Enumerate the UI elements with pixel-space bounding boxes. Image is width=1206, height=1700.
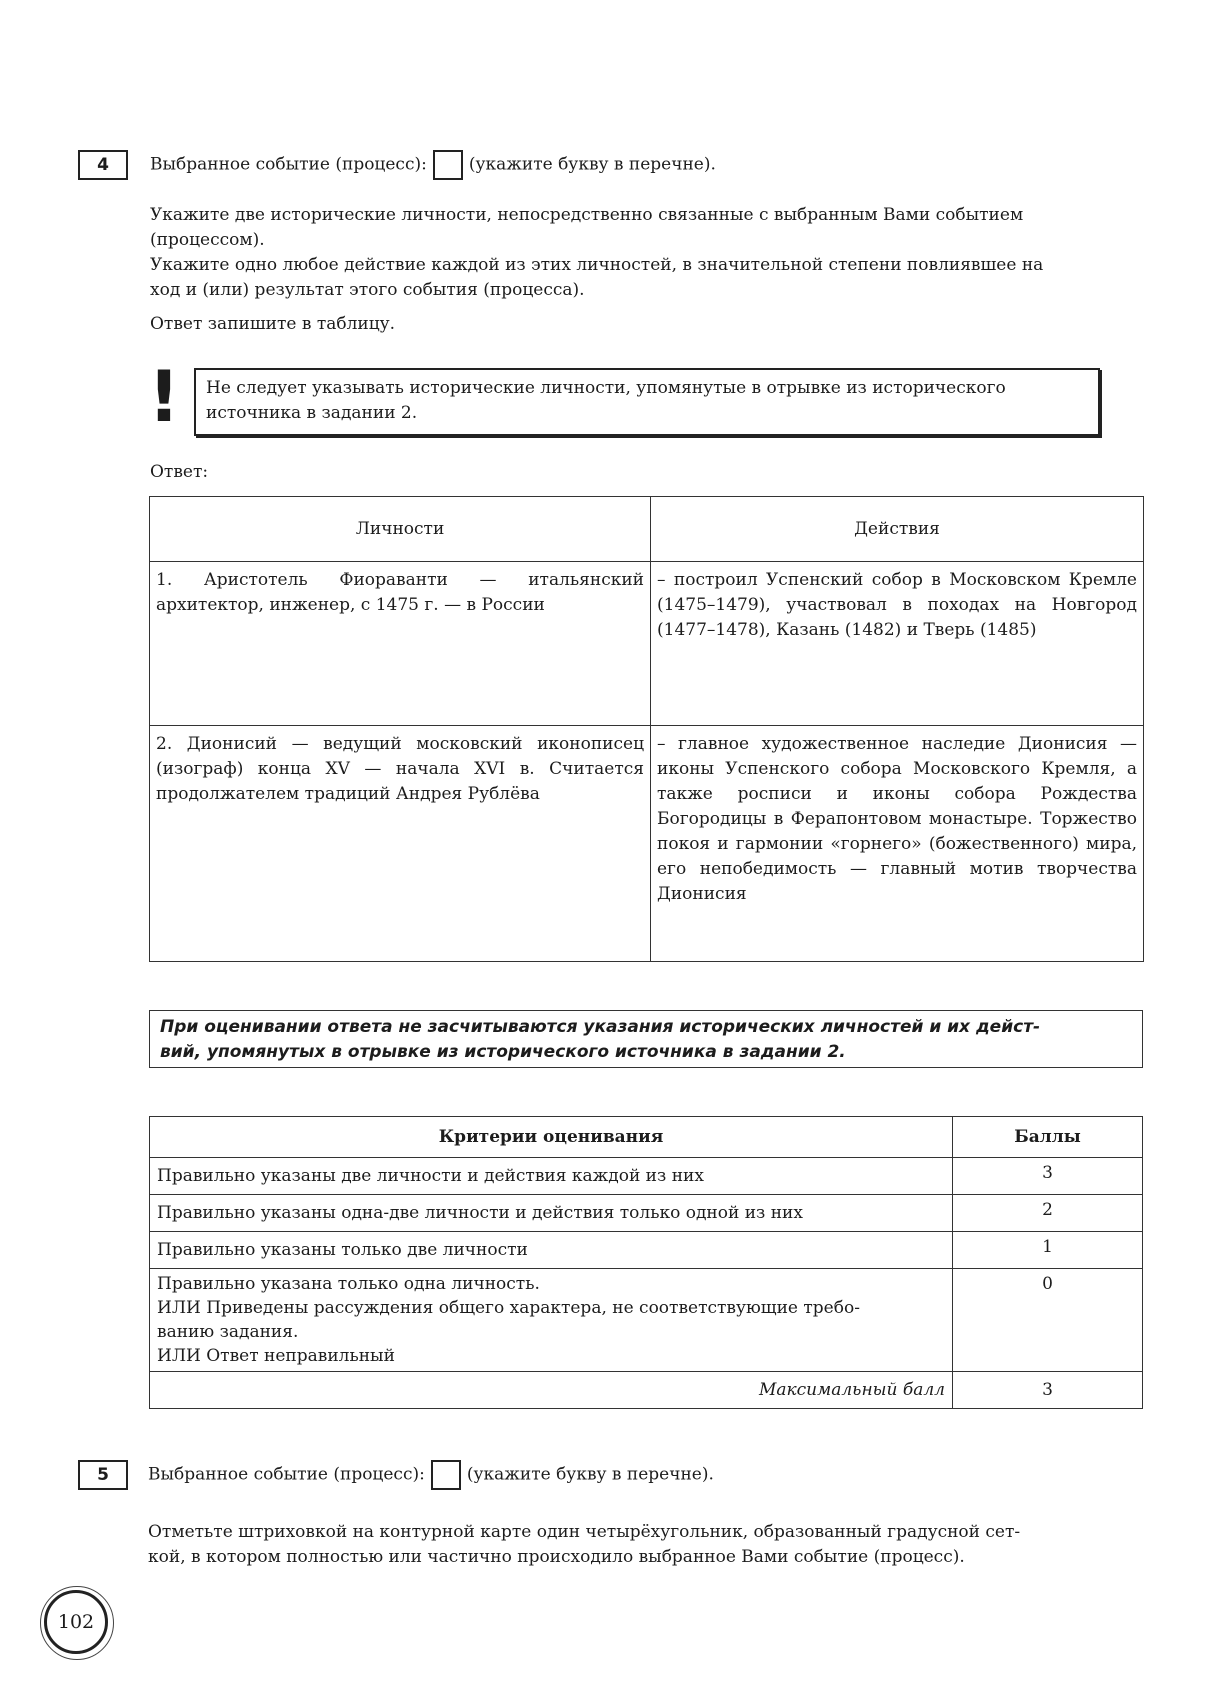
grading-warning (149, 1010, 1143, 1068)
criteria-points: 2 (953, 1195, 1143, 1232)
task4-selected-hint: (укажите букву в перечне). (468, 154, 716, 175)
criteria-row (150, 1269, 1143, 1372)
task-number-5: 5 (78, 1460, 128, 1490)
instruction-line: (процессом). (150, 230, 265, 250)
max-score-label: Максимальный балл (150, 1372, 953, 1409)
criteria-points: 3 (953, 1158, 1143, 1195)
criteria-row (150, 1195, 1143, 1232)
task5-selected-event (148, 1460, 714, 1490)
task4-selected-event (150, 150, 716, 180)
task-number-4: 4 (78, 150, 128, 180)
table-row (150, 726, 1144, 962)
person-cell: 1. Аристотель Фиораванти — итальянский архитектор, инженер, с 1475 г. — в России (150, 562, 651, 726)
criteria-text (150, 1158, 953, 1195)
person-cell: 2. Дионисий — ведущий московский иконописец (изограф) конца XV — начала XVI в. Считается продолжателем традиций Андрея Рублёва (150, 726, 651, 962)
persons-table (149, 496, 1144, 962)
criteria-line: Правильно указаны только две личности (157, 1240, 528, 1260)
criteria-table (149, 1116, 1143, 1409)
header-points: Баллы (953, 1117, 1143, 1158)
criteria-line: ИЛИ Ответ неправильный (157, 1346, 395, 1366)
table-row (150, 562, 1144, 726)
instruction-line: Укажите одно любое действие каждой из этих личностей, в значительной степени повлиявшее на (150, 255, 1044, 275)
criteria-line: Правильно указаны одна-две личности и действия только одной из них (157, 1203, 803, 1223)
header-actions: Действия (651, 497, 1144, 562)
warning-line: вий, упомянутых в отрывке из исторического источника в задании 2. (160, 1042, 846, 1062)
task5-instructions (148, 1520, 1143, 1570)
task4-answer-box[interactable] (433, 150, 463, 180)
criteria-text (150, 1195, 953, 1232)
criteria-line: Правильно указана только одна личность. (157, 1274, 540, 1294)
task5-answer-box[interactable] (431, 1460, 461, 1490)
page-number: 102 (44, 1590, 108, 1654)
criteria-text (150, 1269, 953, 1372)
task5-selected-label: Выбранное событие (процесс): (148, 1464, 425, 1485)
criteria-header (150, 1117, 1143, 1158)
max-score-value: 3 (953, 1372, 1143, 1409)
task4-write-prompt: Ответ запишите в таблицу. (150, 314, 396, 334)
criteria-line: ванию задания. (157, 1322, 299, 1342)
instruction-line: Отметьте штриховкой на контурной карте один четырёхугольник, образованный градусной сет- (148, 1522, 1021, 1542)
criteria-text (150, 1232, 953, 1269)
task4-selected-label: Выбранное событие (процесс): (150, 154, 427, 175)
action-cell: – главное художественное наследие Дионисия — иконы Успенского собора Московского Кремля, а также росписи и иконы собора Рождества Богородицы в Ферапонтовом монастыре. Торжество покоя и гармонии «горнего» (божественного) мира, его непобедимость — главный мотив творчества Дионисия (651, 726, 1144, 962)
criteria-row (150, 1232, 1143, 1269)
instruction-line: кой, в котором полностью или частично происходило выбранное Вами событие (процесс). (148, 1547, 965, 1567)
task4-note-box (194, 368, 1100, 436)
exclamation-icon: ! (148, 356, 180, 438)
criteria-row (150, 1158, 1143, 1195)
instruction-line: ход и (или) результат этого события (процесса). (150, 280, 585, 300)
note-line: источника в задании 2. (206, 403, 418, 423)
criteria-max-row (150, 1372, 1143, 1409)
task4-answer-label: Ответ: (150, 462, 209, 482)
header-persons: Личности (150, 497, 651, 562)
warning-line: При оценивании ответа не засчитываются указания исторических личностей и их дейст- (160, 1017, 1041, 1037)
criteria-points: 1 (953, 1232, 1143, 1269)
persons-table-header (150, 497, 1144, 562)
task5-selected-hint: (укажите букву в перечне). (466, 1464, 714, 1485)
criteria-points: 0 (953, 1269, 1143, 1372)
task4-instructions (150, 203, 1140, 303)
criteria-line: Правильно указаны две личности и действия каждой из них (157, 1166, 704, 1186)
header-criteria: Критерии оценивания (150, 1117, 953, 1158)
action-cell: – построил Успенский собор в Московском Кремле (1475–1479), участвовал в походах на Новгород (1477–1478), Казань (1482) и Тверь (1485) (651, 562, 1144, 726)
note-line: Не следует указывать исторические личности, упомянутые в отрывке из исторического (206, 378, 1006, 398)
instruction-line: Укажите две исторические личности, непосредственно связанные с выбранным Вами событием (150, 205, 1024, 225)
criteria-line: ИЛИ Приведены рассуждения общего характера, не соответствующие требо- (157, 1298, 860, 1318)
